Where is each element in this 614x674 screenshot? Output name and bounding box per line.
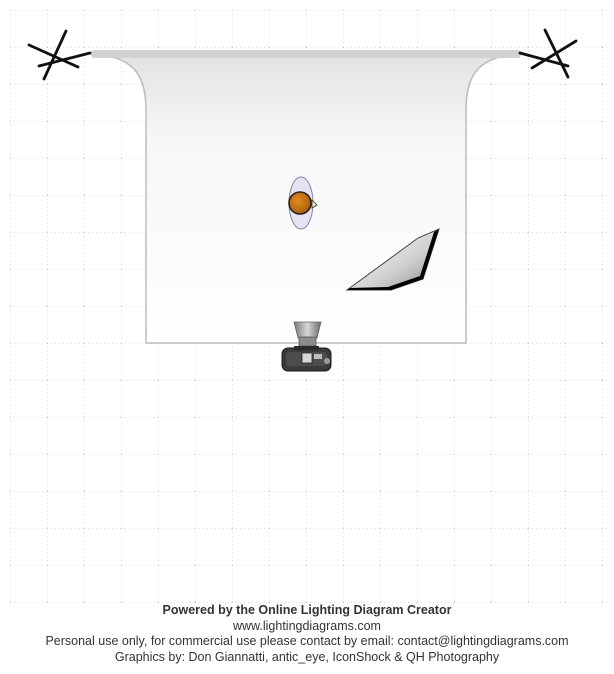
footer-powered-by: Powered by the Online Lighting Diagram Creator [162, 603, 452, 617]
footer-website: www.lightingdiagrams.com [233, 618, 381, 633]
footer-license-note: Personal use only, for commercial use please contact by email: contact@lightingdiagrams.com [45, 634, 569, 648]
footer-credits [0, 603, 614, 665]
backdrop-crossbar [91, 50, 521, 58]
footer-graphics-credits: Graphics by: Don Giannatti, antic_eye, IconShock & QH Photography [114, 649, 500, 664]
